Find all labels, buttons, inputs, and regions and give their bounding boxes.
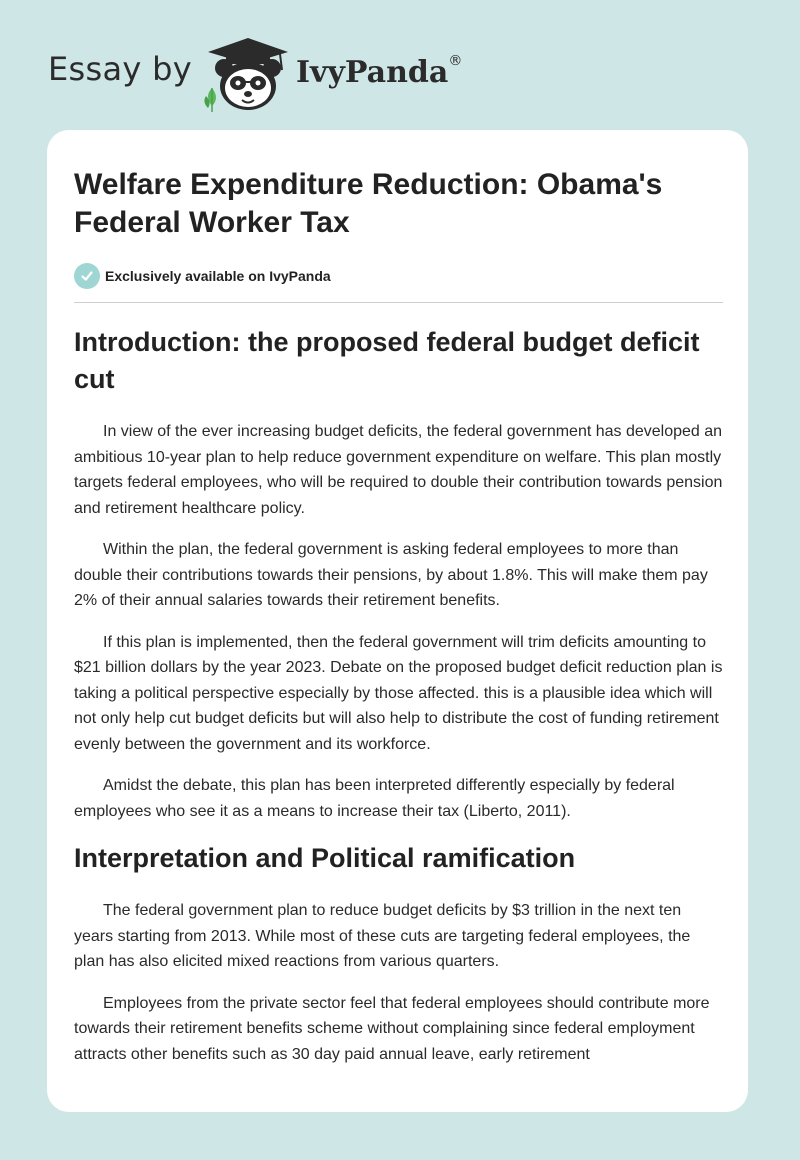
paragraph: Within the plan, the federal government is asking federal employees to more than double their contributions towards their pensions, by about 1.8%. This will make them pay 2% of their annual salaries towards their retirement benefits. — [74, 541, 708, 609]
section-heading-introduction: Introduction: the proposed federal budget deficit cut — [74, 327, 700, 394]
paragraph: Amidst the debate, this plan has been interpreted differently especially by federal employees who see it as a means to increase their tax (Liberto, 2011). — [74, 777, 675, 820]
essay-card — [47, 130, 748, 1112]
section-heading-interpretation: Interpretation and Political ramification — [74, 843, 576, 873]
paragraph: Employees from the private sector feel that federal employees should contribute more towards their retirement benefits scheme without complaining since federal employment attracts other benefits such as 30 day paid annual leave, early retirement — [74, 994, 710, 1063]
paragraph: The federal government plan to reduce budget deficits by $3 trillion in the next ten years starting from 2013. While most of these cuts are targeting federal employees, the plan has also elicited mixed reactions from various quarters. — [74, 902, 691, 970]
paragraph: In view of the ever increasing budget deficits, the federal government has developed an ambitious 10-year plan to help reduce government expenditure on welfare. This plan mostly targets federal employees, who will be required to double their contribution towards pension and retirement healthcare policy. — [74, 423, 723, 517]
article-body — [74, 324, 724, 1083]
divider — [74, 302, 723, 303]
exclusive-badge — [74, 263, 331, 289]
essay-by-label: Essay by — [48, 50, 192, 88]
page-title: Welfare Expenditure Reduction: Obama's Federal Worker Tax — [74, 168, 663, 239]
paragraph: If this plan is implemented, then the federal government will trim deficits amounting to $21 billion dollars by the year 2023. Debate on the proposed budget deficit reduction plan is taking a political perspective especially by those affected. this is a plausible idea which will not only help cut budget deficits but will also help to distribute the cost of funding retirement evenly between the government and its workforce. — [74, 633, 723, 753]
exclusive-badge-label: Exclusively available on IvyPanda — [105, 268, 331, 284]
check-circle-icon — [74, 263, 100, 289]
brand-label: IvyPanda — [296, 55, 449, 90]
brand-name[interactable] — [296, 55, 462, 90]
site-header — [0, 0, 800, 128]
panda-graduate-icon[interactable] — [200, 34, 296, 114]
registered-mark: ® — [448, 53, 463, 69]
